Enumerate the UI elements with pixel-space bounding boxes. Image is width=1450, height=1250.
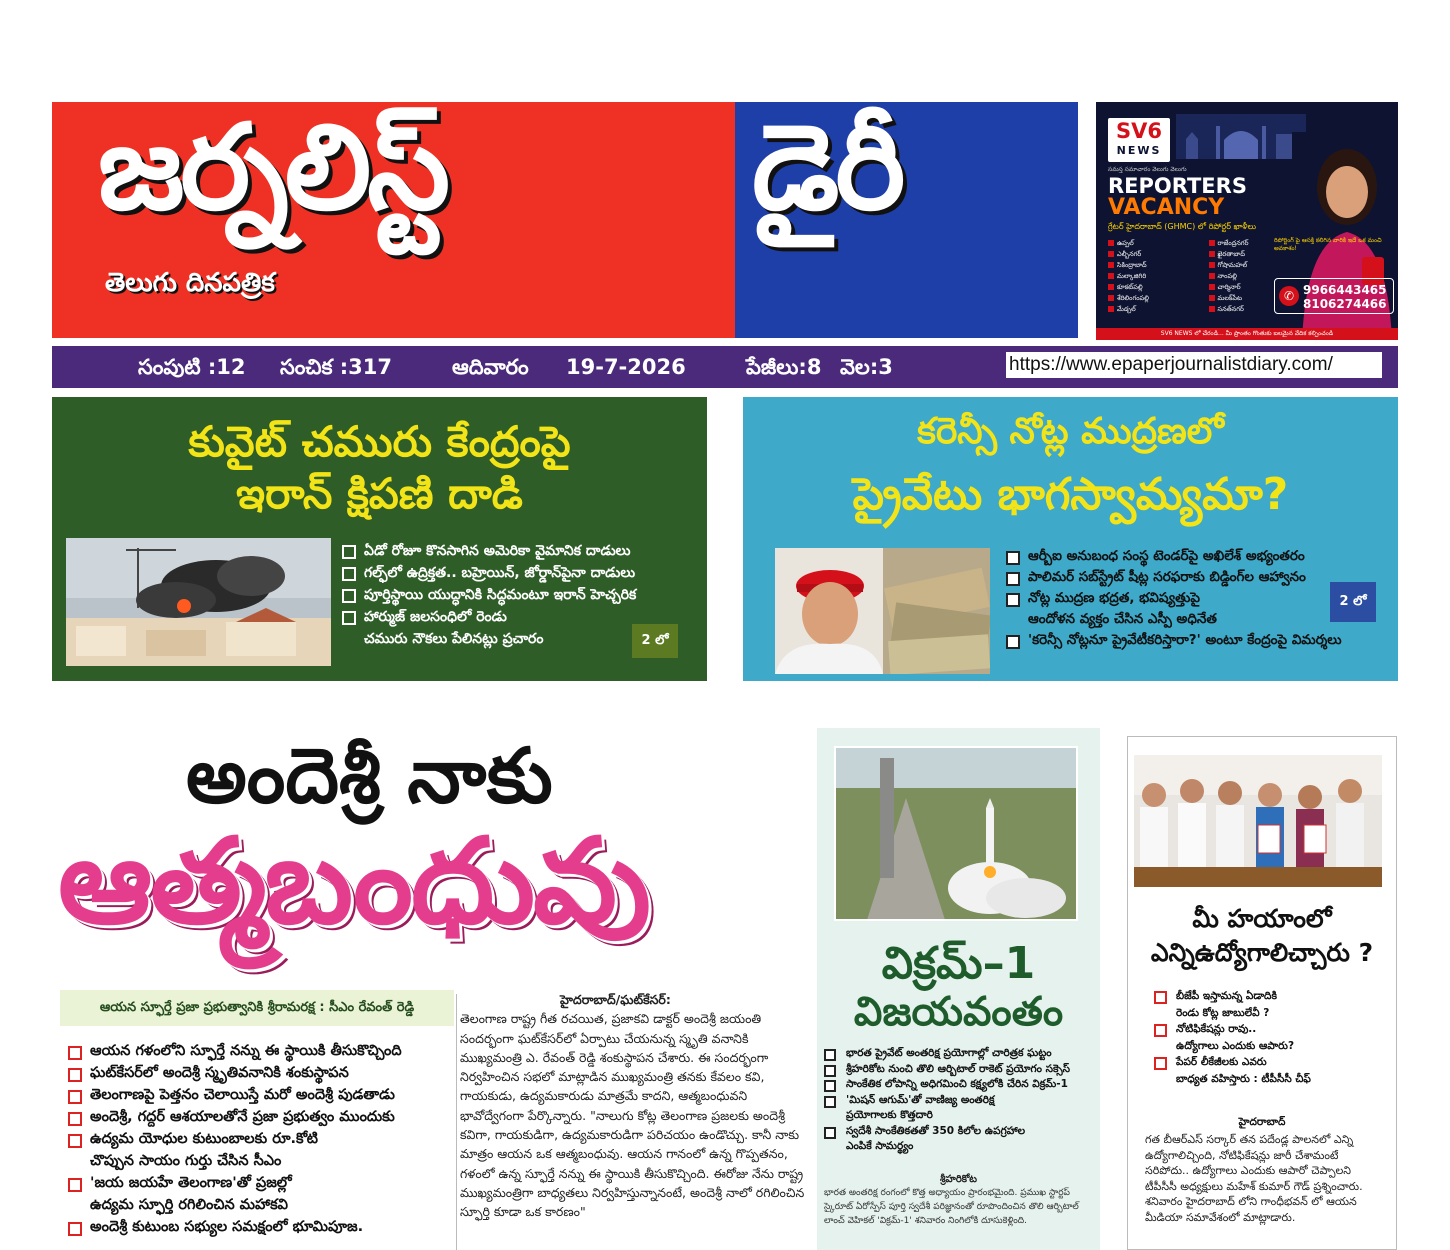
vikram-bullet: భారత ప్రైవేట్ అంతరిక్ష ప్రయోగాల్లో చారిత్రక ఘట్టం: [822, 1046, 1096, 1062]
lead-headline-line2[interactable]: ఆత్మబంధువు: [58, 812, 649, 950]
ad-area-item: గోషామహల్: [1209, 260, 1304, 271]
lead-bullet: అందెశ్రీ కుటుంబ సభ్యుల సమక్షంలో భూమిపూజ.: [66, 1216, 456, 1238]
lead-bullet: ఘట్‌కేసర్‌లో అందెశ్రీ స్మృతివనానికి శంకుస్థాపన: [66, 1062, 456, 1084]
masthead-subtitle: తెలుగు దినపత్రిక: [105, 268, 275, 298]
ad-headline-reporters: REPORTERS: [1108, 174, 1247, 198]
kuwait-bullet-cont: చమురు నౌకలు పేలినట్లు ప్రచారం: [364, 631, 544, 647]
phone-icon: ✆: [1279, 286, 1299, 306]
kuwait-bullet: ఏడో రోజూ కొనసాగిన అమెరికా వైమానిక దాడులు: [340, 540, 700, 562]
jobs-bullet-cont: ఉద్యోగాలు ఎందుకు ఆపారు?: [1176, 1039, 1295, 1052]
issue-pages: పేజీలు:8: [746, 355, 822, 379]
currency-bullet-cont: ఆందోళన వ్యక్తం చేసిన ఎస్పీ అధినేత: [1028, 611, 1217, 627]
issue-price: వెల:3: [840, 355, 893, 379]
lead-bullet-cont: చొప్పున సాయం గుర్తు చేసిన సీఎం: [90, 1153, 282, 1169]
vikram-bullet: శ్రీహరికోట నుంచి తొలి ఆర్బిటాల్ రాకెట్ ప్రయోగం సక్సెస్: [822, 1062, 1096, 1078]
currency-bullet: పాలిమర్ సబ్‌స్ట్రేట్ షీట్ల సరఫరాకు బిడ్డింగ్‌ల ఆహ్వానం: [1004, 567, 1394, 588]
vikram-title-line2[interactable]: విజయవంతం: [853, 989, 1064, 1035]
rocket-launch-photo: [834, 746, 1078, 921]
vikram-bullet: స్వదేశీ సాంకేతికతతో 350 కిలోల ఉపగ్రహాల: [822, 1124, 1096, 1140]
vikram-bullet: 'మిషన్ ఆగుమ్'తో వాణిజ్య అంతరిక్ష: [822, 1093, 1096, 1109]
currency-story-title-line1[interactable]: కరెన్సీ నోట్ల ముద్రణలో: [917, 411, 1224, 452]
ad-subheadline: గ్రేటర్ హైదరాబాద్ (GHMC) లో రిపోర్టర్ ఖాళీలు: [1108, 222, 1257, 231]
currency-continued-page-link[interactable]: 2 లో: [1330, 582, 1376, 622]
press-meet-group-photo: [1134, 755, 1382, 887]
ad-headline-vacancy: VACANCY: [1108, 195, 1225, 220]
currency-bullet: నోట్ల ముద్రణ భద్రత, భవిష్యత్తుపై: [1004, 588, 1394, 609]
masthead-title-left: జర్నలిస్ట్: [98, 98, 447, 236]
currency-bullet: 'కరెన్సీ నోట్లనూ ప్రైవేటీకరిస్తారా?' అంటూ కేంద్రంపై విమర్శలు: [1004, 630, 1394, 651]
kuwait-bullet: గల్ఫ్‌లో ఉద్రిక్తత.. బహ్రెయిన్, జోర్డాన్‌పైనా దాడులు: [340, 562, 700, 584]
ad-area-item: మలక్‌పేట: [1209, 293, 1304, 304]
ad-area-item: చార్మినార్: [1209, 282, 1304, 293]
ad-area-item: ఉప్పల్: [1108, 238, 1203, 249]
ad-tagline: సమస్త సమాచారం వెలుగు వెలుగు: [1108, 166, 1187, 173]
masthead-title-right: డైరీ: [752, 98, 902, 236]
issue-volume: సంపుటి :12: [138, 355, 246, 379]
issue-date: 19-7-2026: [566, 355, 686, 379]
vikram-bullet-cont: ప్రయోగాలకు కొత్తదారి: [846, 1109, 933, 1121]
ad-area-item: మల్కాజిగిరి: [1108, 271, 1203, 282]
ad-phone-box[interactable]: [1274, 278, 1394, 314]
lead-bullets: [66, 1040, 456, 1238]
ad-area-item: శేరిలింగంపల్లి: [1108, 293, 1203, 304]
jobs-bullet: నోటిఫికేషన్లు రావు..: [1152, 1021, 1382, 1038]
kuwait-story-title-line1[interactable]: కువైట్ చమురు కేంద్రంపై: [188, 417, 571, 466]
ad-area-item: సనత్‌నగర్: [1209, 304, 1304, 315]
city-skyline-icon: [1176, 114, 1306, 159]
jobs-bullet-cont: బాధ్యత వహిస్తారు : టీపీసీసీ చీఫ్: [1176, 1072, 1311, 1085]
ad-area-item: కూకట్‌పల్లి: [1108, 282, 1203, 293]
ad-phone-1[interactable]: 9966443465: [1303, 283, 1387, 297]
ad-area-item: రాజేంద్రనగర్: [1209, 238, 1304, 249]
lead-bullet: అందెశ్రీ, గద్దర్ ఆశయాలతోనే ప్రజా ప్రభుత్వం ముందుకు: [66, 1106, 456, 1128]
lead-bullet: ఆయన గళంలోని స్ఫూర్తే నన్ను ఈ స్థాయికి తీసుకొచ్చింది: [66, 1040, 456, 1062]
jobs-bullet: పేపర్ లీకేజీలకు ఎవరు: [1152, 1054, 1382, 1071]
lead-article-body: [460, 990, 810, 1222]
sv6-logo: SV6 NEWS: [1108, 118, 1170, 162]
kuwait-bullet: పూర్తిస్థాయి యుద్ధానికి సిద్ధమంటూ ఇరాన్ హెచ్చరిక: [340, 584, 700, 606]
lead-bullet: తెలంగాణపై పెత్తనం చెలాయిస్తే మరో అందెశ్రీ పుడతాడు: [66, 1084, 456, 1106]
kuwait-bullet: హార్ముజ్ జలసంధిలో రెండు: [340, 606, 700, 628]
jobs-bullet-cont: రెండు కోట్ల జాబులేవీ ?: [1176, 1006, 1270, 1019]
vikram-title-line1[interactable]: విక్రమ్–1: [881, 938, 1036, 989]
issue-day: ఆదివారం: [452, 355, 529, 379]
jobs-bullets: [1152, 988, 1382, 1087]
ad-area-item: ఎల్బీనగర్: [1108, 249, 1203, 260]
jobs-article-body: గత బీఆర్ఎస్ సర్కార్ తన పదేండ్ల పాలనలో ఎన్ని ఉద్యోగాలిచ్చింది, నోటిఫికేషన్లు జారీ చేశామంటే సరిపోదు.. ఉద్యోగాలు ఎందుకు ఆపారో చెప్పాలని టీపీసీసీ అధ్యక్షులు మహేశ్ కుమార్ గౌడ్ ప్రశ్నించారు. శనివారం హైదరాబాద్ లోని గాంధీభవన్ లో ఆయన మీడియా సమావేశంలో మాట్లాడారు.: [1145, 1133, 1363, 1224]
column-divider: [456, 994, 457, 1250]
ad-note: రిపోర్టింగ్ పై ఆసక్తి కలిగిన వారికి ఇదే ఒక మంచి అవకాశం!: [1274, 237, 1382, 252]
lead-kicker: ఆయన స్ఫూర్తే ప్రజా ప్రభుత్వానికి శ్రీరామరక్ష : సీఎం రేవంత్ రెడ్డి: [60, 990, 454, 1026]
akhilesh-currency-photo: [775, 548, 990, 674]
kuwait-continued-page-link[interactable]: 2 లో: [632, 624, 678, 658]
ad-area-item: మేడ్చల్: [1108, 304, 1203, 315]
lead-bullet-cont: ఉద్యమ స్ఫూర్తి రగిలించిన మహాకవి: [90, 1197, 288, 1213]
kuwait-story-title-line2[interactable]: ఇరాన్ క్షిపణి దాడి: [236, 469, 523, 518]
vikram-dateline: శ్రీహరికోట: [940, 1174, 977, 1185]
lead-body-text: తెలంగాణ రాష్ట్ర గీత రచయిత, ప్రజాకవి డాక్టర్ అందెశ్రీ జయంతి సందర్భంగా ఘట్‌కేసర్‌లో ఏర్పాటు చేయనున్న స్మృతి వనానికి ముఖ్యమంత్రి ఎ. రేవంత్ రెడ్డి శంకుస్థాపన చేశారు. ఈ సందర్భంగా నిర్వహించిన సభలో మాట్లాడిన ముఖ్యమంత్రి తనకు కేవలం కవి, గాయకుడు, ఉద్యమకారుడు మాత్రమే కాదని, ఆత్మబంధువని భావోద్వేగంగా పేర్కొన్నారు. "నాలుగు కోట్ల తెలంగాణ ప్రజలకు అందెశ్రీ కవిగా, గాయకుడిగా, ఉద్యమకారుడిగా పరిచయం ఉండొచ్చు. కానీ నాకు మాత్రం ఆయన ఒక ఆత్మబంధువు. ఆయన గానంలో ఉన్న గొప్పతనం, గళంలో ఉన్న స్ఫూర్తే నన్ను ఈ స్థాయికి తీసుకొచ్చింది. ఈరోజు నేను రాష్ట్ర ముఖ్యమంత్రిగా బాధ్యతలు నిర్వహిస్తున్నానంటే, అందెశ్రీ నాలో రగిలించిన స్ఫూర్తి కూడా ఒక కారణం": [460, 1011, 805, 1220]
vikram-bullet: సాంకేతిక లోపాన్ని అధిగమించి కక్ష్యలోకి చేరిన విక్రమ్-1: [822, 1077, 1096, 1093]
currency-story-title-line2[interactable]: ప్రైవేటు భాగస్వామ్యమా?: [852, 469, 1289, 520]
vikram-bullet-cont: ఎంపికే సామర్థ్యం: [846, 1140, 914, 1152]
lead-dateline: హైదరాబాద్/ఘట్‌కేసర్:: [560, 992, 671, 1007]
ad-area-item: ఖైరతాబాద్: [1209, 249, 1304, 260]
ad-area-item: నాంపల్లి: [1209, 271, 1304, 282]
missile-smoke-photo: [66, 538, 331, 666]
currency-bullet: ఆర్బీఐ అనుబంధ సంస్థ టెండర్‌పై అఖిలేశ్ అభ్యంతరం: [1004, 546, 1394, 567]
ad-footer: SV6 NEWS లో చేరండి... మీ ప్రాంతం గొంతుకు బలమైన వేదిక కల్పించండి: [1096, 328, 1398, 340]
jobs-dateline: హైదరాబాద్: [1238, 1116, 1286, 1128]
vikram-article-body: భారత అంతరిక్ష రంగంలో కొత్త అధ్యాయం ప్రారంభమైంది. ప్రముఖ స్టార్టప్ స్కైరూట్ ఏరోస్పేస్ పూర్తి స్వదేశీ పరిజ్ఞానంతో రూపొందించిన తొలి ఆర్బిటాల్ లాంచ్ వెహికల్ 'విక్రమ్-1' శనివారం నింగిలోకి దూసుకెళ్లింది.: [824, 1188, 1079, 1226]
lead-bullet: 'జయ జయహే తెలంగాణ'తో ప్రజల్లో: [66, 1172, 456, 1194]
ad-area-item: సికింద్రాబాద్: [1108, 260, 1203, 271]
jobs-bullet: బీజేపీ ఇస్తామన్న ఏడాదికి: [1152, 988, 1382, 1005]
epaper-url-link[interactable]: https://www.epaperjournalistdiary.com/: [1006, 352, 1382, 378]
vikram-bullets: [822, 1046, 1096, 1155]
lead-headline-line1[interactable]: అందెశ్రీ నాకు: [186, 731, 553, 820]
ad-phone-2[interactable]: 8106274466: [1303, 297, 1387, 311]
jobs-title-line1[interactable]: మీ హయాంలో: [1192, 904, 1332, 933]
lead-bullet: ఉద్యమ యోధుల కుటుంబాలకు రూ.కోటి: [66, 1128, 456, 1150]
jobs-title-line2[interactable]: ఎన్నిఉద్యోగాలిచ్చారు ?: [1150, 938, 1374, 967]
issue-number: సంచిక :317: [280, 355, 392, 379]
